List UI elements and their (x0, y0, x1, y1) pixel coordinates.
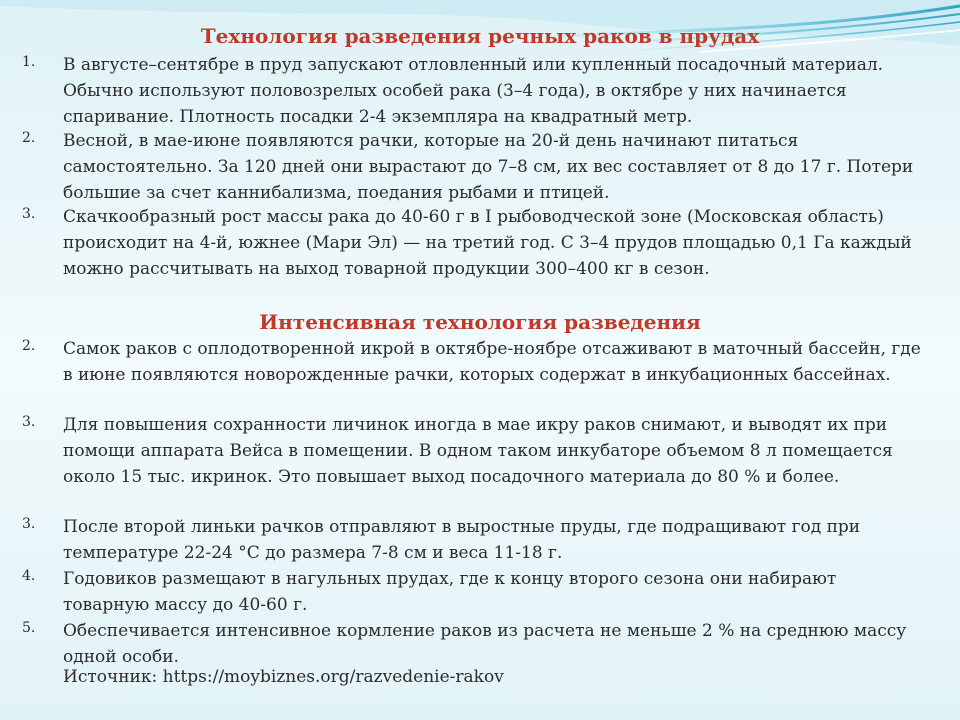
list-text: Скачкообразный рост массы рака до 40-60 г в I рыбоводческой зоне (Московская область) происходит на 4-й, южнее (Мари Эл) — на третий год. С 3–4 прудов площадью 0,1 Га каждый можно рассчитывать на выход товарной продукции 300–400 кг в сезон. (63, 207, 912, 279)
section-heading-ponds: Технология разведения речных раков в прудах (200, 24, 760, 48)
list-number: 3. (22, 414, 36, 430)
list-text: Годовиков размещают в нагульных прудах, где к концу второго сезона они набирают товарную массу до 40-60 г. (63, 569, 837, 615)
list-number: 3. (22, 206, 36, 222)
section-heading-intensive: Интенсивная технология разведения (259, 310, 701, 334)
list-text: Самок раков с оплодотворенной икрой в октябре-ноябре отсаживают в маточный бассейн, где в июне появляются новорожденные рачки, которых содержат в инкубационных бассейнах. (63, 339, 921, 385)
list-text: Весной, в мае-июне появляются рачки, которые на 20-й день начинают питаться самостоятельно. За 120 дней они вырастают до 7–8 см, их вес составляет от 8 до 17 г. Потери большие за счет каннибализма, поедания рыбами и птицей. (63, 131, 914, 203)
list-text: Для повышения сохранности личинок иногда в мае икру раков снимают, и выводят их при помощи аппарата Вейса в помещении. В одном таком инкубаторе объемом 8 л помещается около 15 тыс. икринок. Это повышает выход посадочного материала до 80 % и более. (63, 415, 893, 487)
list-text: В августе–сентябре в пруд запускают отловленный или купленный посадочный материал. Обычно используют половозрелых особей рака (3–4 года), в октябре у них начинается спаривание. Плотность посадки 2-4 экземпляра на квадратный метр. (63, 55, 884, 127)
source-citation: Источник: https://moybiznes.org/razvedenie-rakov (63, 667, 504, 687)
list-number: 3. (22, 516, 36, 532)
list-number: 4. (22, 568, 36, 584)
list-number: 1. (22, 54, 36, 70)
list-text: Обеспечивается интенсивное кормление раков из расчета не меньше 2 % на среднюю массу одной особи. (63, 621, 907, 667)
list-number: 2. (22, 338, 36, 354)
list-number: 2. (22, 130, 36, 146)
list-text: После второй линьки рачков отправляют в выростные пруды, где подращивают год при температуре 22-24 °С до размера 7-8 см и веса 11-18 г. (63, 517, 861, 563)
list-number: 5. (22, 620, 36, 636)
